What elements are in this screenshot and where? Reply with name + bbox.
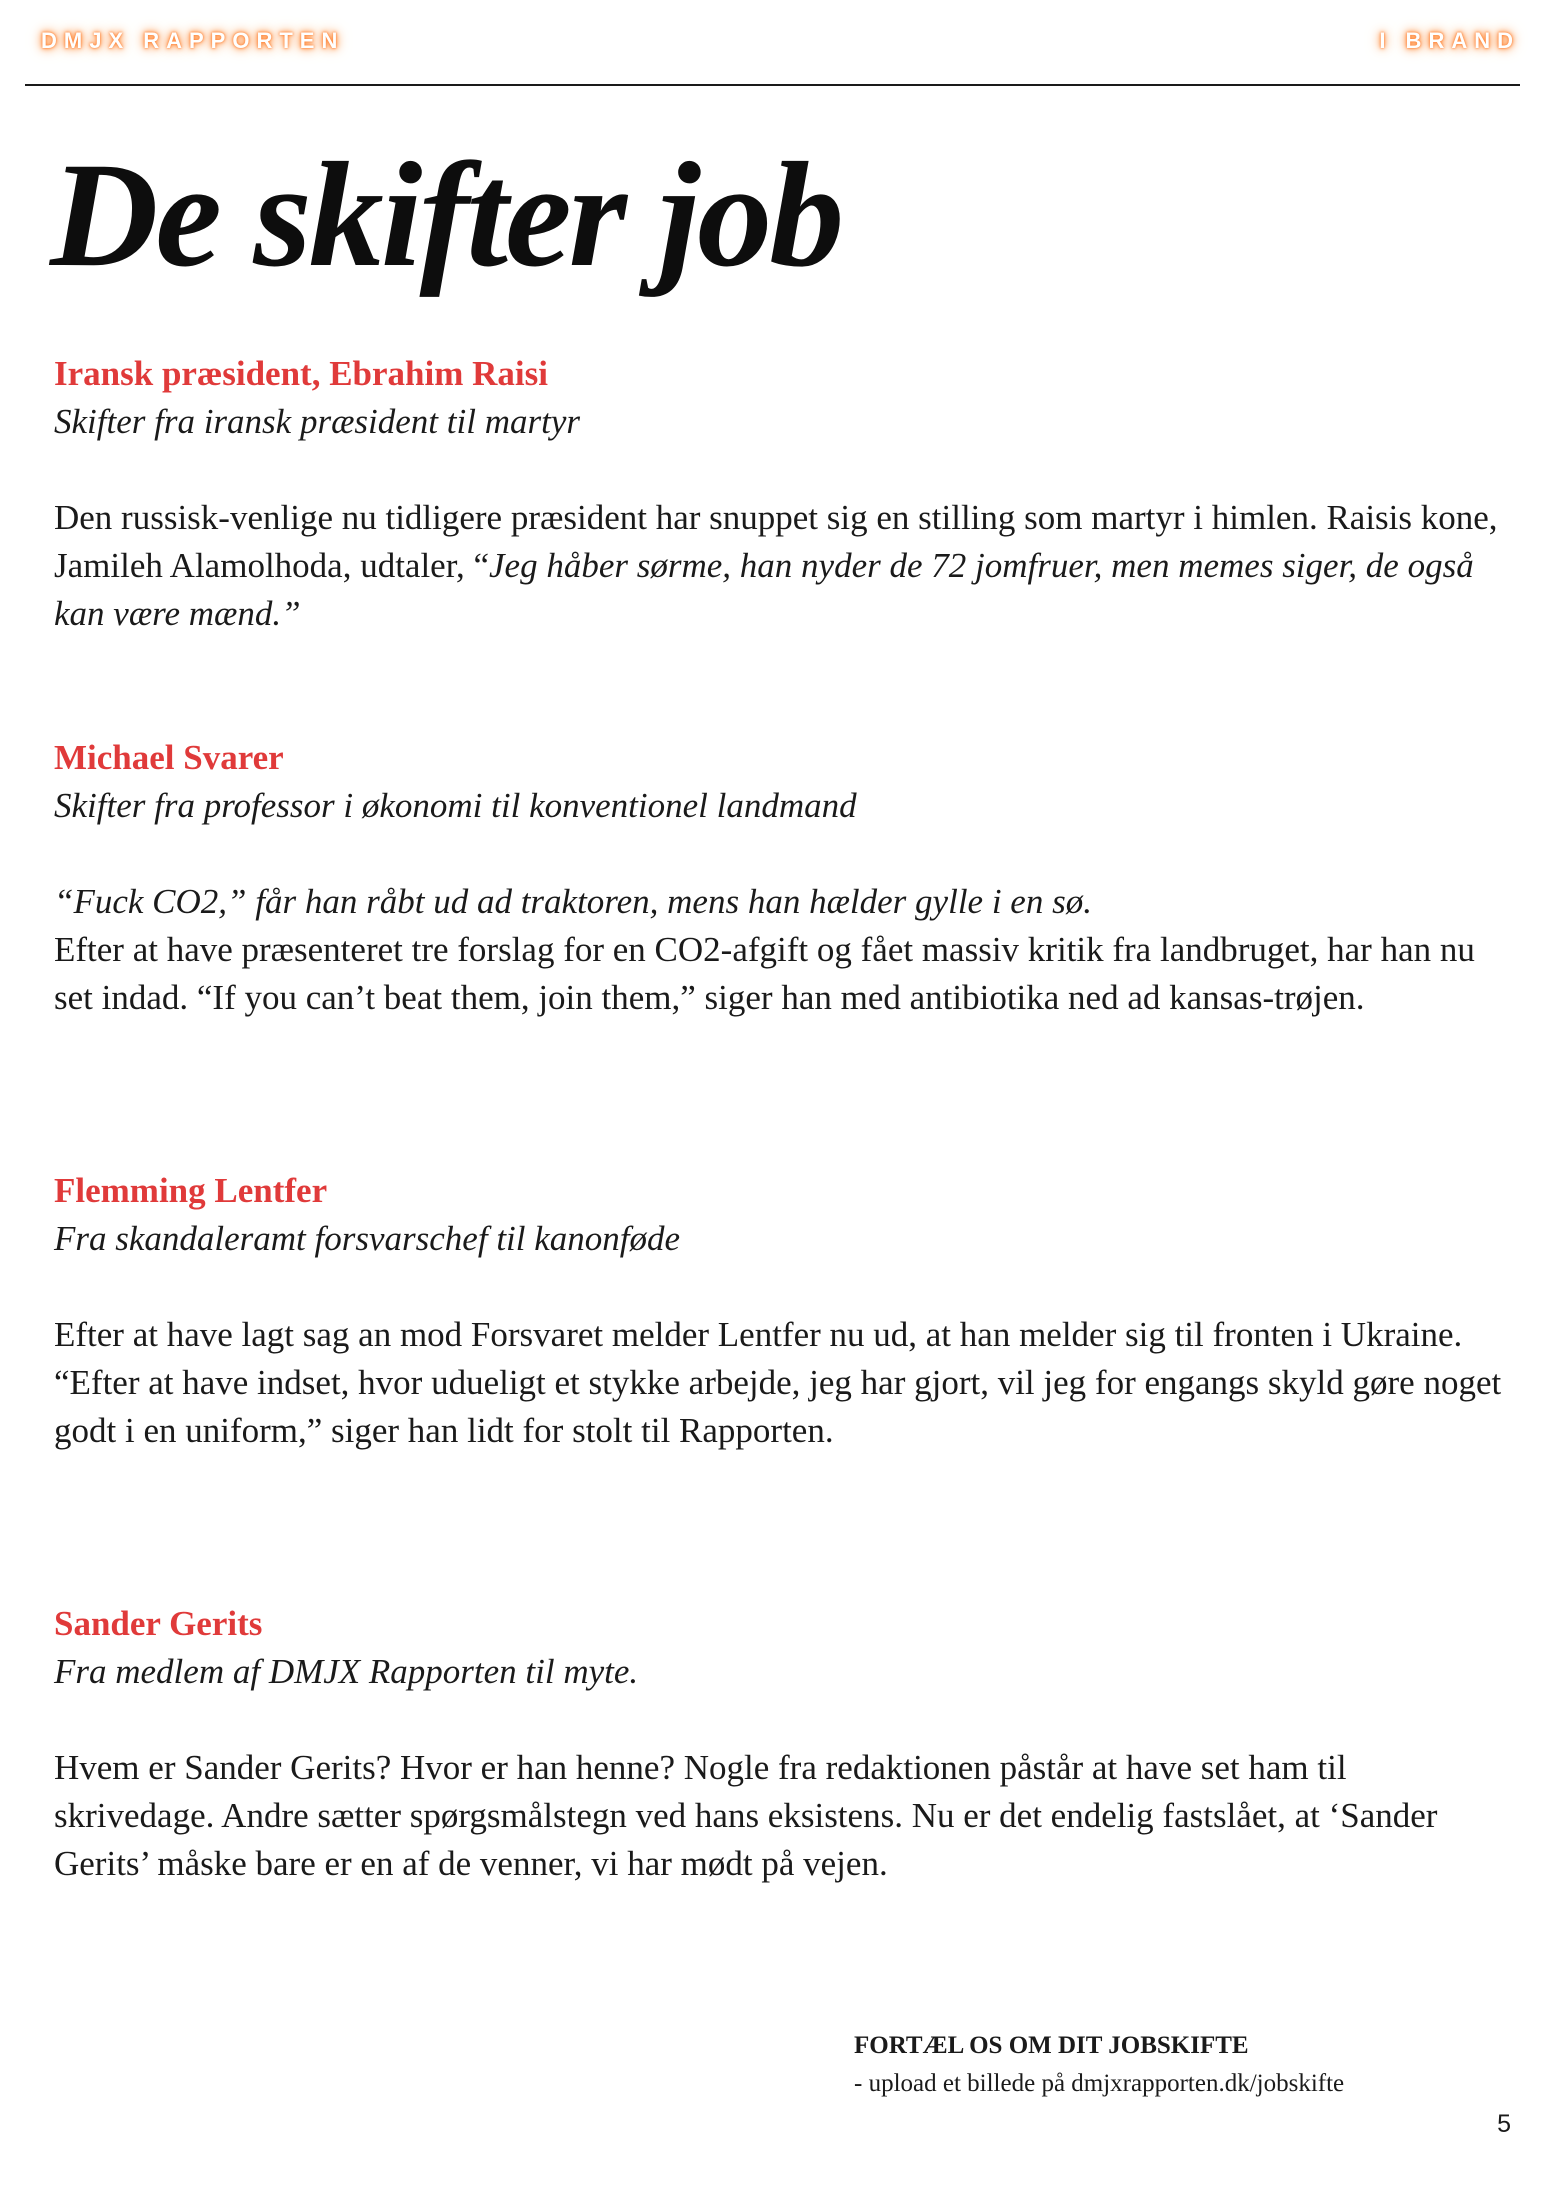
page-number: 5	[1497, 2110, 1511, 2138]
entry-body	[54, 1744, 1504, 1888]
entry-name: Sander Gerits	[54, 1604, 263, 1643]
section-name: I BRAND	[1379, 28, 1520, 53]
entry-svarer	[54, 734, 1504, 1022]
entry-body	[54, 1311, 1504, 1455]
entry-gerits	[54, 1600, 1504, 1888]
call-to-action	[854, 2027, 1474, 2103]
entry-name: Flemming Lentfer	[54, 1171, 328, 1210]
page-header	[25, 0, 1520, 86]
entry-quote: “Fuck CO2,” får han råbt ud ad traktoren, mens han hælder gylle i en sø.	[54, 882, 1092, 921]
entry-subtitle: Fra medlem af DMJX Rapporten til myte.	[54, 1652, 639, 1691]
entry-name: Iransk præsident, Ebrahim Raisi	[54, 354, 548, 393]
entry-name: Michael Svarer	[54, 738, 284, 777]
entry-paragraph: Den russisk-venlige nu tidligere præsident har snuppet sig en stilling som martyr i himlen. Raisis kone, Jamileh Alamolhoda, udtaler, “Jeg håber sørme, han nyder de 72 jomfruer, men memes siger, de også kan være mænd.”	[54, 498, 1498, 633]
page-title: De skifter job	[50, 132, 842, 298]
entry-paragraph: Hvem er Sander Gerits? Hvor er han henne? Nogle fra redaktionen påstår at have set ham til skrivedage. Andre sætter spørgsmålstegn ved hans eksistens. Nu er det endelig fastslået, at ‘Sander Gerits’ måske bare er en af de venner, vi har mødt på vejen.	[54, 1748, 1438, 1883]
entry-paragraph: Efter at have lagt sag an mod Forsvaret melder Lentfer nu ud, at han melder sig til fronten i Ukraine.	[54, 1315, 1463, 1354]
entry-paragraph: “Efter at have indset, hvor udueligt et stykke arbejde, jeg har gjort, vil jeg for engangs skyld gøre noget godt i en uniform,” siger han lidt for stolt til Rapporten.	[54, 1363, 1502, 1450]
cta-heading: FORTÆL OS OM DIT JOBSKIFTE	[854, 2032, 1249, 2059]
entry-quote: Jeg håber sørme, han nyder de 72 jomfruer, men memes siger, de også kan være mænd.	[54, 546, 1474, 633]
entry-raisi	[54, 350, 1504, 638]
entry-lentfer	[54, 1167, 1504, 1455]
entry-body	[54, 878, 1504, 1022]
entry-paragraph: Efter at have præsenteret tre forslag for en CO2-afgift og fået massiv kritik fra landbruget, har han nu set indad. “If you can’t beat them, join them,” siger han med antibiotika ned ad kansas-trøjen.	[54, 930, 1475, 1017]
publication-name: DMJX RAPPORTEN	[41, 28, 345, 53]
entry-subtitle: Skifter fra professor i økonomi til konventionel landmand	[54, 786, 857, 825]
entry-subtitle: Skifter fra iransk præsident til martyr	[54, 402, 580, 441]
cta-upload-link[interactable]: - upload et billede på dmjxrapporten.dk/jobskifte	[854, 2070, 1345, 2097]
entry-body	[54, 494, 1504, 638]
entry-subtitle: Fra skandaleramt forsvarschef til kanonføde	[54, 1219, 681, 1258]
